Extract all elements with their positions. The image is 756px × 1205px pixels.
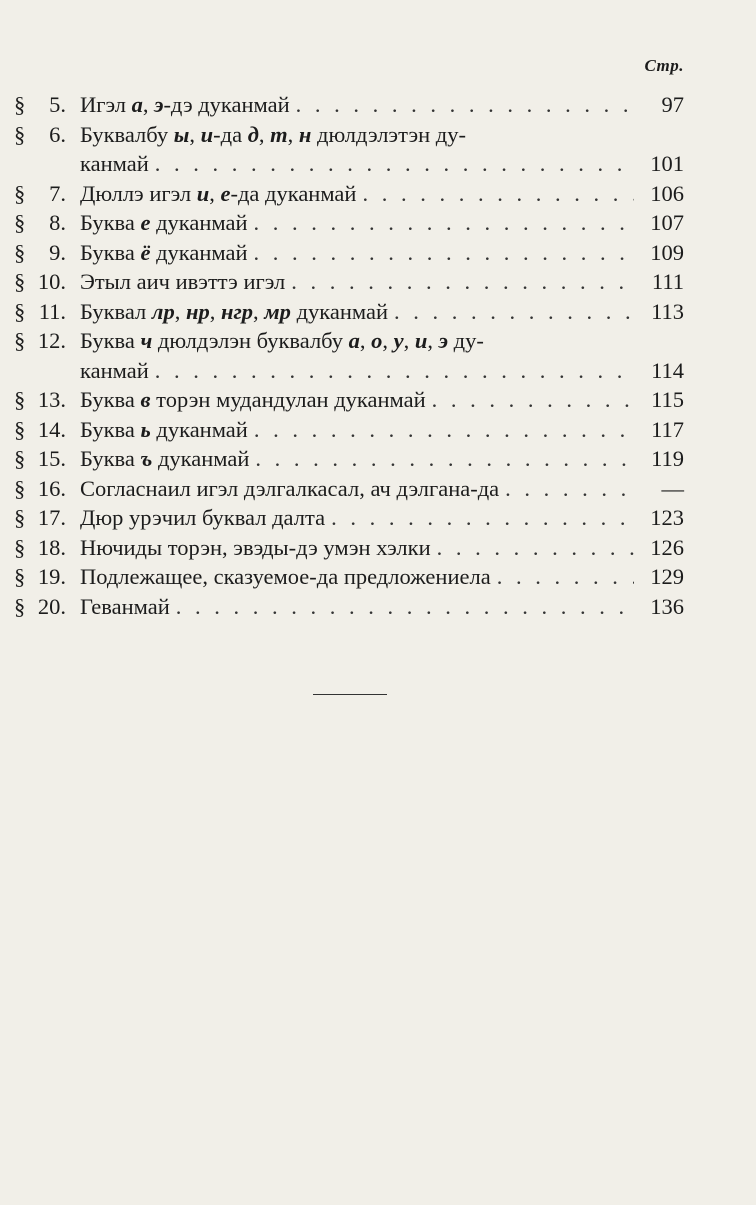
entry-text-part: ,: [403, 328, 415, 353]
toc-entry: [14, 562, 684, 592]
entry-line: [80, 179, 684, 209]
entry-body: [80, 179, 684, 209]
end-divider: [313, 694, 387, 695]
entry-text-part: ,: [359, 328, 372, 353]
entry-body: [80, 592, 684, 622]
entry-text-part: Геванмай: [80, 593, 170, 619]
toc-entry: [14, 326, 684, 385]
page-column-label: Стр.: [644, 56, 684, 75]
toc-entry: [14, 533, 684, 563]
page-number: 107: [650, 210, 684, 235]
entry-body: [80, 297, 684, 327]
entry-text-part: Буква: [80, 387, 141, 412]
dot-leader: [394, 297, 634, 327]
section-number: 8.: [49, 210, 66, 235]
entry-body: [80, 208, 684, 238]
dot-leader: [505, 474, 634, 504]
section-sign: §: [14, 239, 26, 265]
entry-body: [80, 385, 684, 415]
dot-leader: [437, 533, 634, 563]
toc-entry: [14, 238, 684, 268]
entry-text-part: ,: [142, 92, 155, 117]
section-sign: §: [14, 475, 26, 501]
entry-body: [80, 503, 684, 533]
entry-line: [80, 474, 684, 504]
entry-text-part: дуканмай: [152, 446, 250, 471]
section-sign: §: [14, 210, 26, 235]
section-sign: §: [14, 534, 26, 560]
entry-text-part: дуканмай: [150, 416, 248, 442]
entry-text-part: Буквалбу: [80, 121, 174, 147]
table-of-contents: [14, 90, 684, 621]
entry-text-part: Буква: [80, 416, 141, 442]
section-number: 7.: [49, 180, 66, 206]
entry-letter: ь: [140, 416, 151, 442]
entry-text-part: Подлежащее, сказуемое-да предложениела: [80, 564, 491, 589]
page-number: 123: [650, 505, 684, 530]
entry-title: [80, 444, 249, 474]
entry-text-part: Буква: [80, 239, 141, 265]
entry-letter: е: [140, 210, 151, 235]
entry-first-line: [80, 326, 684, 356]
entry-text-part: дуканмай: [290, 298, 388, 324]
entry-letter: и: [200, 121, 214, 147]
section-sign: §: [14, 92, 26, 117]
entry-line: [80, 297, 684, 327]
page-number: 114: [651, 357, 684, 383]
entry-line: [80, 444, 684, 474]
section-number: 20.: [37, 593, 66, 619]
page-number: 111: [651, 269, 684, 294]
entry-title: [80, 179, 356, 209]
entry-text-part: Буква: [80, 446, 141, 471]
entry-title: [80, 90, 290, 120]
entry-title: [80, 238, 248, 268]
section-number: 10.: [37, 269, 66, 294]
entry-line: [80, 533, 684, 563]
dot-leader: [155, 356, 634, 386]
dot-leader: [254, 238, 634, 268]
section-number: 18.: [37, 534, 66, 560]
entry-letter: э: [154, 92, 164, 117]
entry-body: [80, 238, 684, 268]
section-sign: §: [14, 180, 26, 206]
toc-entry: [14, 474, 684, 504]
entry-letter: д: [247, 121, 259, 147]
entry-text-part: Буква: [80, 328, 141, 353]
dot-leader: [291, 267, 634, 297]
entry-line: [80, 562, 684, 592]
entry-text-part: ,: [253, 298, 265, 324]
section-sign: §: [14, 564, 26, 589]
entry-letter: и: [196, 180, 210, 206]
dot-leader: [254, 208, 634, 238]
entry-letter: и: [414, 328, 428, 353]
entry-text-part: дуканмай: [150, 210, 248, 235]
entry-letter: а: [348, 328, 360, 353]
page-number: 129: [650, 564, 684, 589]
section-number: 12.: [37, 328, 66, 353]
section-number: 17.: [37, 505, 66, 530]
entry-text-part: канмай: [80, 357, 149, 383]
entry-body: [80, 90, 684, 120]
entry-letter: лр: [151, 298, 175, 324]
entry-text-part: Буквал: [80, 298, 152, 324]
entry-text-part: ,: [427, 328, 439, 353]
entry-title: [80, 208, 248, 238]
page-number: 113: [651, 298, 684, 324]
entry-letter: нр: [185, 298, 210, 324]
entry-line: [80, 208, 684, 238]
entry-body: [80, 533, 684, 563]
section-number: 16.: [37, 475, 66, 501]
entry-body: [80, 120, 684, 179]
section-sign: §: [14, 269, 26, 294]
entry-text-part: ,: [174, 298, 186, 324]
entry-body: [80, 326, 684, 385]
page-number: 136: [650, 593, 684, 619]
section-number: 9.: [49, 239, 66, 265]
toc-entry: [14, 415, 684, 445]
page-number: 97: [661, 92, 684, 117]
page-number: 117: [651, 416, 684, 442]
entry-text-part: дуканмай: [150, 239, 248, 265]
entry-text-part: Нючиды торэн, эвэды-дэ умэн хэлки: [80, 534, 431, 560]
entry-title: [80, 297, 388, 327]
entry-letter: ъ: [140, 446, 153, 471]
entry-text-part: -да дуканмай: [230, 180, 357, 206]
entry-text-part: -дэ дуканмай: [163, 92, 290, 117]
toc-entry: [14, 208, 684, 238]
section-sign: §: [14, 446, 26, 471]
page-number: —: [661, 475, 684, 501]
entry-letter: ы: [173, 121, 190, 147]
entry-line: [80, 385, 684, 415]
dot-leader: [432, 385, 634, 415]
toc-entry: [14, 90, 684, 120]
page-number: 109: [650, 239, 684, 265]
section-sign: §: [14, 593, 26, 619]
entry-letter: у: [393, 328, 404, 353]
entry-title: [80, 562, 491, 592]
toc-entry: [14, 297, 684, 327]
entry-letter: нгр: [220, 298, 254, 324]
section-sign: §: [14, 505, 26, 530]
entry-text-part: ,: [258, 121, 271, 147]
entry-title: [80, 474, 499, 504]
section-sign: §: [14, 387, 26, 412]
entry-line: [80, 267, 684, 297]
dot-leader: [497, 562, 634, 592]
entry-letter: мр: [264, 298, 291, 324]
toc-entry: [14, 179, 684, 209]
entry-text-part: Согласнаил игэл дэлгалкасал, ач дэлгана-да: [80, 475, 500, 501]
entry-title: [80, 385, 426, 415]
page-number: 106: [650, 180, 684, 206]
entry-letter: в: [140, 387, 151, 412]
entry-text-part: Буква: [80, 210, 141, 235]
entry-title: [80, 533, 431, 563]
dot-leader: [176, 592, 634, 622]
entry-text-part: дюлдэлэтэн ду-: [311, 121, 466, 147]
page-number: 101: [650, 151, 684, 176]
entry-title: [80, 415, 248, 445]
dot-leader: [255, 444, 634, 474]
entry-title: [80, 149, 149, 179]
section-number: 5.: [49, 92, 66, 117]
entry-text-part: торэн мудандулан дуканмай: [150, 387, 426, 412]
entry-line: [80, 356, 684, 386]
entry-line: [80, 238, 684, 268]
entry-letter: э: [438, 328, 448, 353]
section-sign: §: [14, 416, 26, 442]
entry-letter: а: [131, 92, 143, 117]
entry-first-line: [80, 120, 684, 150]
section-sign: §: [14, 121, 26, 147]
section-number: 6.: [49, 121, 66, 147]
entry-text-part: дюлдэлэн буквалбу: [152, 328, 349, 353]
entry-title: [80, 503, 325, 533]
entry-line: [80, 415, 684, 445]
entry-title: [80, 267, 285, 297]
entry-text-part: ,: [209, 180, 221, 206]
entry-body: [80, 474, 684, 504]
entry-line: [80, 90, 684, 120]
section-number: 19.: [37, 564, 66, 589]
entry-body: [80, 267, 684, 297]
entry-title: [80, 120, 466, 150]
toc-entry: [14, 592, 684, 622]
entry-text-part: Игэл: [80, 92, 132, 117]
entry-text-part: Дюллэ игэл: [80, 180, 197, 206]
entry-text-part: ,: [287, 121, 299, 147]
entry-title: [80, 356, 149, 386]
entry-letter: е: [220, 180, 231, 206]
section-number: 11.: [38, 298, 66, 324]
entry-text-part: ,: [189, 121, 201, 147]
page-number: 119: [651, 446, 684, 471]
dot-leader: [331, 503, 634, 533]
entry-title: [80, 326, 484, 356]
entry-line: [80, 592, 684, 622]
entry-line: [80, 503, 684, 533]
section-sign: §: [14, 298, 26, 324]
toc-entry: [14, 120, 684, 179]
toc-entry: [14, 385, 684, 415]
entry-title: [80, 592, 170, 622]
entry-letter: ч: [140, 328, 153, 353]
entry-line: [80, 149, 684, 179]
entry-text-part: ,: [209, 298, 221, 324]
dot-leader: [362, 179, 634, 209]
dot-leader: [254, 415, 634, 445]
dot-leader: [155, 149, 634, 179]
section-number: 15.: [37, 446, 66, 471]
section-sign: §: [14, 328, 26, 353]
entry-text-part: ду-: [448, 328, 484, 353]
entry-body: [80, 415, 684, 445]
entry-text-part: -да: [213, 121, 248, 147]
toc-entry: [14, 267, 684, 297]
page-number: 115: [651, 387, 684, 412]
toc-entry: [14, 503, 684, 533]
page-number: 126: [650, 534, 684, 560]
entry-letter: н: [298, 121, 312, 147]
entry-body: [80, 562, 684, 592]
toc-entry: [14, 444, 684, 474]
entry-text-part: Дюр урэчил буквал далта: [80, 505, 326, 530]
entry-letter: ё: [140, 239, 151, 265]
entry-text-part: канмай: [80, 151, 149, 176]
dot-leader: [296, 90, 634, 120]
entry-text-part: ,: [382, 328, 394, 353]
section-number: 13.: [37, 387, 66, 412]
section-number: 14.: [37, 416, 66, 442]
entry-text-part: Этыл аич ивэттэ игэл: [80, 269, 286, 294]
entry-letter: т: [270, 121, 288, 147]
entry-letter: о: [371, 328, 383, 353]
entry-body: [80, 444, 684, 474]
